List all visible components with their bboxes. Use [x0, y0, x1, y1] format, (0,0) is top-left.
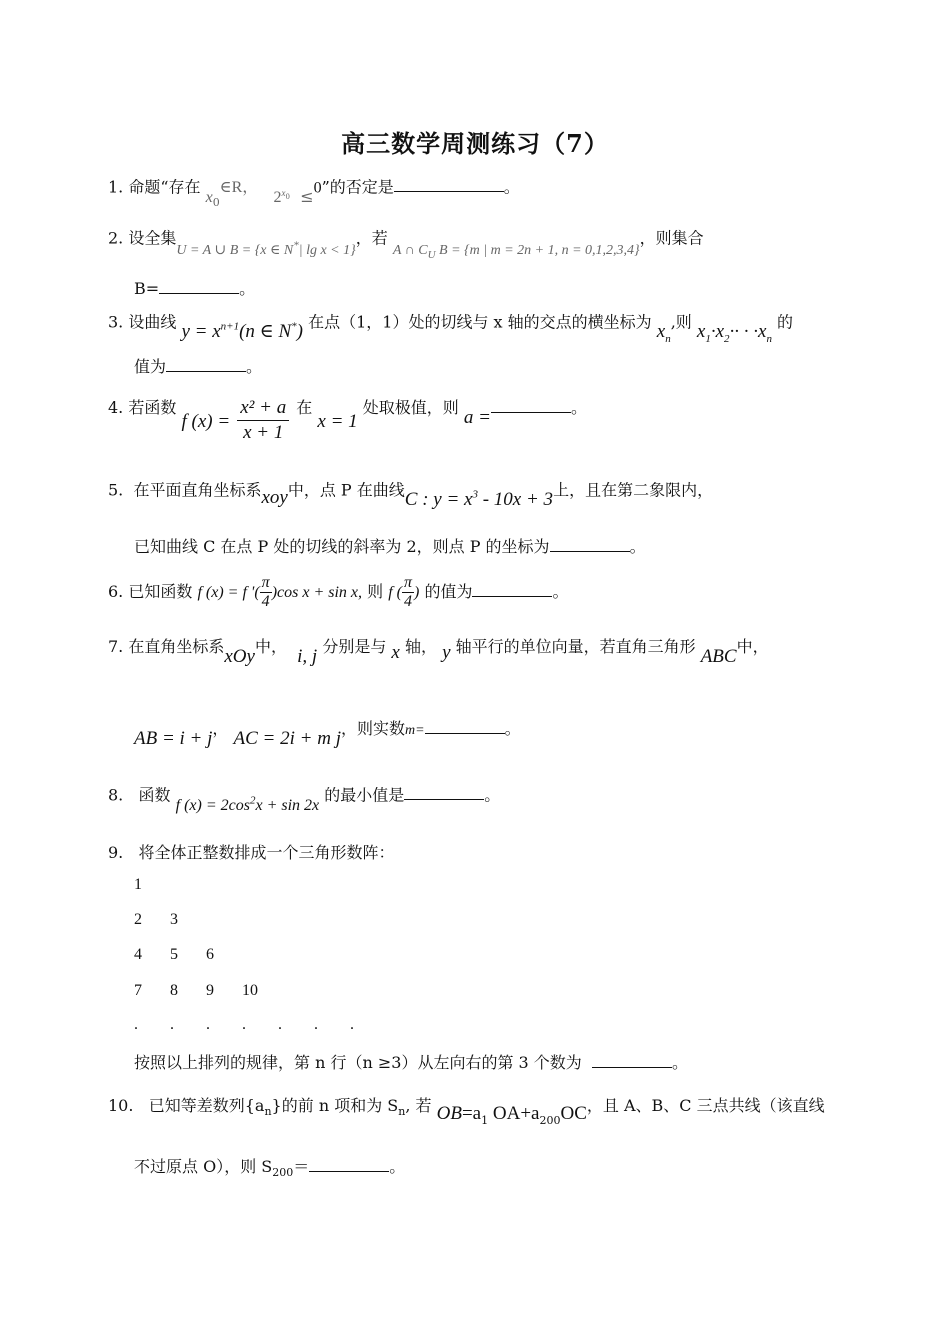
q2-text-c: ，则集合: [639, 228, 704, 248]
triangle-row-4: [134, 982, 278, 1000]
triangle-cell: 5: [170, 946, 178, 963]
triangle-cell: 8: [170, 982, 178, 999]
triangle-cell: 6: [206, 946, 214, 963]
q1-answer-blank[interactable]: [394, 177, 504, 192]
q5-text-d: 已知曲线 C 在点 P 处的切线的斜率为 2，则点 P 的坐标为: [134, 537, 550, 556]
q5-text-c: 上，且在第二象限内，: [553, 480, 714, 500]
q10-sub-n2: n: [398, 1105, 406, 1119]
q5-answer-blank[interactable]: [550, 537, 630, 552]
q3-text-e: 值为: [134, 357, 167, 376]
q3-text-d: 的: [777, 312, 794, 332]
triangle-cell: 1: [134, 876, 142, 893]
question-2: [108, 224, 704, 261]
question-1: [108, 172, 520, 210]
q7-answer-blank[interactable]: [425, 719, 505, 734]
triangle-cell: 2: [134, 911, 142, 928]
question-10: [108, 1094, 825, 1127]
q7-m: m=: [405, 723, 425, 738]
q6-func-d: ): [414, 584, 420, 601]
q6-number: 6.: [108, 582, 124, 601]
q7-x: x: [391, 642, 400, 663]
question-6: [108, 574, 568, 611]
q10-sub-n: n: [264, 1105, 272, 1119]
q7-sep: ，: [212, 719, 229, 738]
q9-text: 将全体正整数排成一个三角形数阵：: [138, 843, 395, 862]
q9-text-b: 按照以上排列的规律，第 n 行（n ≥3）从左向右的第 3 个数为: [134, 1053, 582, 1072]
q4-a: a =: [463, 407, 491, 428]
q8-answer-blank[interactable]: [404, 785, 484, 800]
q4-answer-blank[interactable]: [491, 398, 571, 413]
question-3-cont: [134, 356, 262, 378]
question-10-cont: [134, 1156, 405, 1184]
q3-xn: $x_n$: [656, 321, 671, 346]
q3-answer-blank[interactable]: [166, 357, 246, 372]
q10-text-b: }的前 n 项和为 S: [271, 1096, 399, 1115]
q6-func-c: f (: [388, 584, 402, 601]
q6-end: 。: [552, 582, 569, 601]
q2-set-u: U = A ∪ B = {x ∈ N*| lg x < 1}: [176, 239, 356, 258]
q10-text-f: ＝: [293, 1157, 310, 1176]
question-7: [108, 636, 769, 667]
q6-func-b: )cos x + sin x,: [271, 584, 363, 601]
q2-text-d: B=: [134, 279, 160, 298]
q9-answer-blank[interactable]: [592, 1053, 672, 1068]
q10-text: 已知等差数列{a: [148, 1096, 265, 1115]
q5-text-b: 中，点 P 在曲线: [287, 480, 405, 500]
triangle-cell: 7: [134, 982, 142, 999]
question-3: [108, 306, 794, 346]
q10-vector-eq: $OB=a_1$ $OA+a_{200}OC$: [436, 1103, 587, 1127]
triangle-dot: .: [350, 1016, 354, 1033]
q7-number: 7.: [108, 637, 124, 656]
triangle-cell: 10: [242, 982, 258, 999]
q7-ab: AB = i + j: [134, 728, 213, 749]
q5-xoy: xoy: [261, 487, 288, 509]
question-9-cont: [134, 1052, 688, 1074]
q6-func-a: f (x) = f '(: [197, 584, 260, 601]
q3-text: 设曲线: [128, 312, 177, 332]
q7-ac: AC = 2i + m j: [233, 728, 341, 749]
q10-text-c: , 若: [405, 1096, 432, 1115]
q3-product: $x_1\cdot x_2\cdot\cdot \cdot \cdot x_n$: [696, 321, 772, 346]
question-9: [108, 842, 395, 864]
q5-number: 5.: [108, 480, 124, 500]
q4-end: 。: [570, 398, 587, 417]
q2-set-c: A ∩ $C_U$ B = {m | m = 2n + 1, n = 0,1,2,3,4}: [392, 242, 640, 261]
q7-ij: i, j: [297, 646, 318, 667]
q8-number: 8.: [108, 785, 124, 805]
q4-text: 若函数: [128, 398, 177, 417]
q4-function: f (x) =: [181, 411, 231, 432]
q4-x1: x = 1: [317, 411, 358, 432]
q7-text-c: 分别是与: [322, 637, 387, 656]
q7-text-d: 轴，: [404, 637, 437, 656]
q2-number: 2.: [108, 228, 124, 248]
q7-text-b: 中，: [254, 637, 287, 656]
q2-text-b: ，若: [355, 228, 388, 248]
q3-end: 。: [246, 357, 263, 376]
q2-end: 。: [239, 279, 256, 298]
q8-text: 函数: [138, 785, 171, 805]
q5-curve: C : $y = x^3 - 10x + 3$: [404, 489, 554, 511]
question-2-cont: [134, 278, 255, 300]
q4-number: 4.: [108, 398, 124, 417]
q10-text-d: ，且 A、B、C 三点共线（该直线: [586, 1096, 825, 1115]
q7-text-f: 中，: [736, 637, 769, 656]
q8-end: 。: [484, 785, 501, 805]
q1-zero: 0: [313, 179, 322, 197]
q10-sub-200: 200: [272, 1166, 294, 1180]
triangle-row-1: [134, 876, 170, 894]
q10-text-e: 不过原点 O），则 S: [134, 1157, 273, 1176]
triangle-dot: .: [242, 1016, 246, 1033]
q10-number: 10.: [108, 1096, 134, 1115]
triangle-dot: .: [134, 1016, 138, 1033]
q10-end: 。: [389, 1157, 406, 1176]
q6-text: 已知函数: [128, 582, 193, 601]
q1-text-b: ”的否定是: [321, 177, 394, 197]
question-5-cont: [134, 536, 646, 558]
q8-text-b: 的最小值是: [324, 785, 405, 805]
q6-text-c: 的值为: [424, 582, 473, 601]
q4-fraction: $\frac{\text{x² + a}}{x + 1}$: [237, 396, 289, 445]
q3-text-b: 在点（1，1）处的切线与 x 轴的交点的横坐标为: [308, 312, 652, 332]
q3-number: 3.: [108, 312, 124, 332]
question-4: [108, 396, 587, 445]
q4-text-b: 在: [296, 398, 313, 417]
triangle-dot: .: [170, 1016, 174, 1033]
q6-pi-over-4-b: $\frac{\pi}{4}$: [404, 574, 413, 610]
q1-number: 1.: [108, 177, 124, 197]
q7-y: y: [442, 642, 451, 663]
q7-text: 在直角坐标系: [128, 637, 225, 656]
q8-function: f $(x) = 2\cos^2x + \sin 2x$: [175, 795, 320, 815]
q7-end: 。: [504, 719, 521, 738]
q1-math: $x_0\in R$， $2^{x_0}$ ≤: [205, 179, 314, 210]
page-title: 高三数学周测练习（7）: [341, 129, 609, 158]
question-5: [108, 474, 714, 511]
triangle-dot: .: [314, 1016, 318, 1033]
question-7-cont: [134, 718, 521, 749]
q7-abc: ABC: [700, 646, 737, 667]
q6-answer-blank[interactable]: [472, 582, 552, 597]
q3-curve: $y = x^{n+1}(n$ ∈ N*): [181, 321, 303, 343]
triangle-dot: .: [278, 1016, 282, 1033]
triangle-cell: 4: [134, 946, 142, 963]
triangle-dot: .: [206, 1016, 210, 1033]
q6-text-b: 则: [367, 582, 384, 601]
q9-end: 。: [671, 1053, 688, 1072]
triangle-cell: 9: [206, 982, 214, 999]
q9-number: 9.: [108, 843, 124, 862]
q2-text: 设全集: [128, 228, 177, 248]
q10-answer-blank[interactable]: [309, 1157, 389, 1172]
q7-xoy: xOy: [224, 646, 255, 667]
q7-text-g: ，则实数: [340, 719, 405, 738]
q7-text-e: 轴平行的单位向量，若直角三角形: [455, 637, 696, 656]
q5-end: 。: [629, 537, 646, 556]
triangle-cell: 3: [170, 911, 178, 928]
q1-end: 。: [503, 177, 520, 197]
triangle-row-dots: [134, 1016, 386, 1034]
q4-text-c: 处取极值，则: [362, 398, 459, 417]
triangle-row-2: [134, 911, 206, 929]
q6-pi-over-4: $\frac{\pi}{4}$: [261, 574, 270, 610]
q3-text-c: ,则: [670, 312, 692, 332]
q2-answer-blank[interactable]: [159, 279, 239, 294]
triangle-row-3: [134, 946, 242, 964]
q5-text: 在平面直角坐标系: [133, 480, 262, 500]
question-8: [108, 780, 501, 815]
q1-text: 命题“存在: [128, 177, 201, 197]
